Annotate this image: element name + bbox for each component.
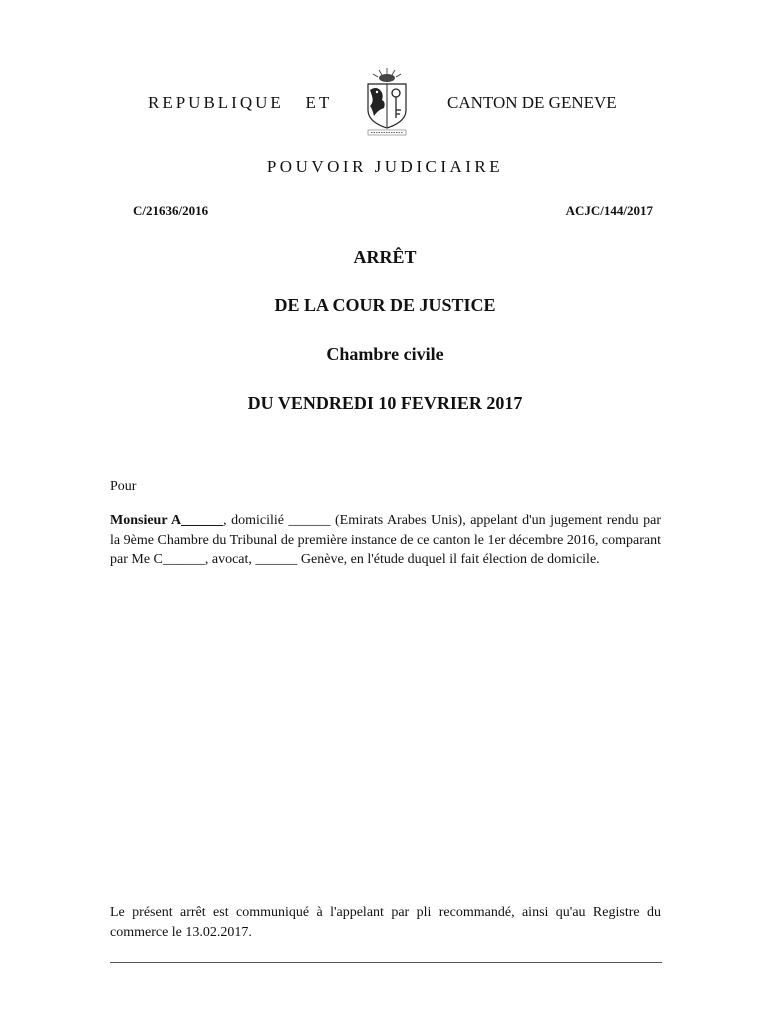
footer-divider [110, 962, 662, 963]
geneva-coat-of-arms-icon [362, 66, 412, 138]
title-arret: ARRÊT [353, 247, 417, 267]
party-paragraph [110, 511, 661, 570]
intro-label: Pour [110, 479, 137, 494]
institution-title: POUVOIR JUDICIAIRE [266, 157, 504, 176]
party-name: Monsieur A______ [110, 513, 224, 528]
case-number: C/21636/2016 [133, 203, 209, 218]
header-canton: CANTON DE GENEVE [447, 93, 617, 112]
title-date: DU VENDREDI 10 FEVRIER 2017 [247, 393, 523, 413]
decision-number: ACJC/144/2017 [565, 203, 653, 218]
party-details: , domicilié ______ (Emirats Arabes Unis), appelant d'un jugement rendu par la 9ème Chambre du Tribunal de première instance de ce canton le 1er décembre 2016, comparant par Me C______, avocat, ______ Genève, en l'étude duquel il fait élection de domicile. [110, 513, 661, 567]
title-chamber: Chambre civile [326, 344, 444, 364]
header-republique: REPUBLIQUE ET [148, 93, 333, 112]
title-court: DE LA COUR DE JUSTICE [274, 295, 496, 315]
communication-notice: Le présent arrêt est communiqué à l'appelant par pli recommandé, ainsi qu'au Registre du commerce le 13.02.2017. [110, 905, 661, 940]
